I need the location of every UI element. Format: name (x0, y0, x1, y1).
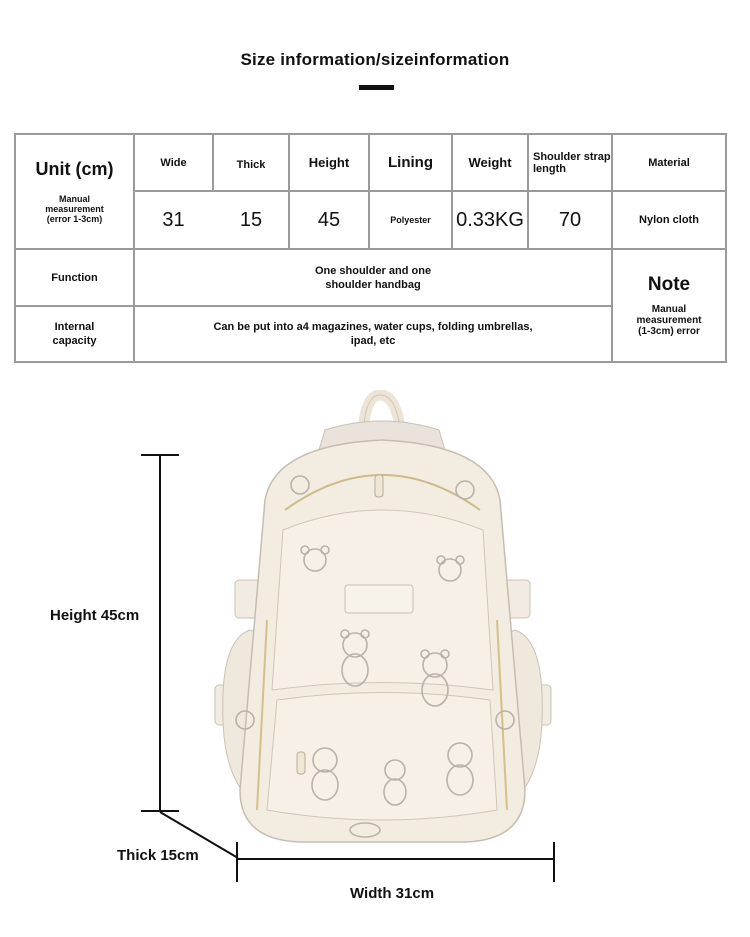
function-label: Function (51, 271, 98, 284)
page-title: Size information/sizeinformation (240, 50, 510, 69)
value-weight: 0.33KG (456, 208, 524, 231)
col-header-thick: Thick (236, 158, 266, 171)
col-header-height: Height (308, 155, 350, 170)
backpack-image (205, 390, 560, 850)
width-label: Width 31cm (350, 885, 435, 902)
value-thick: 15 (239, 208, 263, 231)
unit-label: Unit (cm) (35, 159, 114, 179)
unit-note: Manual measurement (error 1-3cm) (45, 194, 104, 224)
col-header-material: Material (648, 156, 690, 169)
col-header-lining: Lining (388, 154, 433, 171)
capacity-label-text: Internal capacity (52, 321, 97, 347)
col-header-strap: Shoulder strap length (533, 150, 611, 175)
width-dimension-line (237, 858, 554, 860)
note-text: Manual measurement (1-3cm) error (636, 304, 702, 337)
col-header-wide: Wide (160, 156, 187, 169)
value-material: Nylon cloth (639, 214, 699, 226)
value-strap: 70 (558, 208, 582, 231)
col-header-weight: Weight (468, 155, 512, 170)
thick-label: Thick 15cm (117, 847, 199, 864)
value-lining: Polyester (390, 215, 431, 225)
note-title: Note (647, 274, 691, 295)
capacity-text: Can be put into a4 magazines, water cups, folding umbrellas, ipad, etc (213, 321, 533, 347)
function-text: One shoulder and one shoulder handbag (314, 264, 432, 291)
value-height: 45 (317, 208, 341, 231)
value-wide: 31 (162, 208, 185, 231)
height-label: Height 45cm (50, 607, 140, 624)
